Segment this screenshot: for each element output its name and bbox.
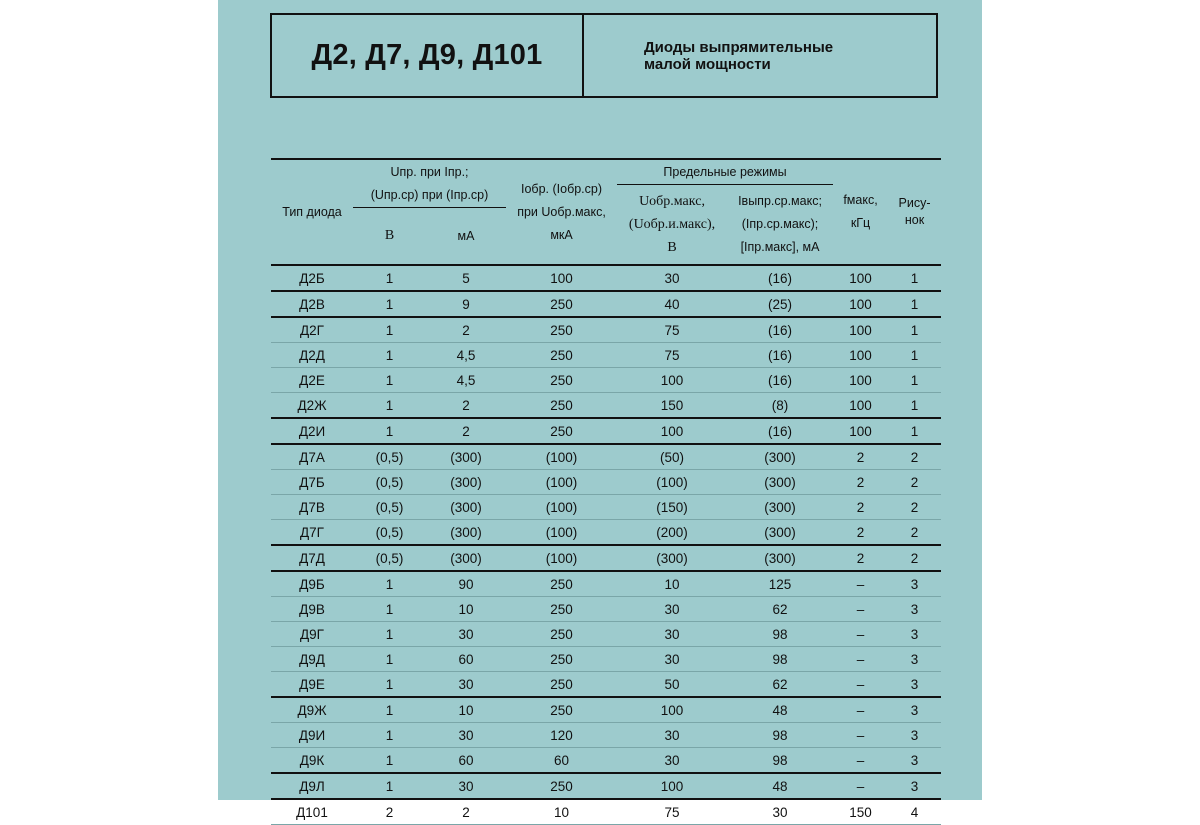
cell-diode-type: Д2В [271,291,353,317]
cell-forward-voltage: 1 [353,622,426,647]
cell-figure: 1 [888,393,941,419]
cell-forward-current-max: (300) [727,520,833,546]
cell-reverse-current: (100) [506,520,617,546]
specs-table [271,158,941,825]
cell-diode-type: Д9Ж [271,697,353,723]
cell-diode-type: Д2Б [271,265,353,291]
cell-figure: 1 [888,291,941,317]
specs-table-container [271,158,941,825]
cell-forward-current-max: (16) [727,317,833,343]
table-row [271,748,941,774]
cell-reverse-current: 250 [506,317,617,343]
cell-forward-current-max: 48 [727,773,833,799]
cell-figure: 2 [888,470,941,495]
table-body [271,265,941,825]
table-row [271,265,941,291]
table-row [271,773,941,799]
cell-fmax: – [833,622,888,647]
cell-reverse-current: (100) [506,545,617,571]
cell-figure: 3 [888,622,941,647]
cell-forward-voltage: (0,5) [353,545,426,571]
cell-forward-voltage: 1 [353,368,426,393]
table-row [271,418,941,444]
cell-forward-current-max: (8) [727,393,833,419]
table-row [271,723,941,748]
cell-forward-voltage: 1 [353,773,426,799]
cell-diode-type: Д7А [271,444,353,470]
header-diode-type: Тип диода [271,159,353,265]
cell-forward-current-max: (300) [727,545,833,571]
cell-reverse-current: 120 [506,723,617,748]
cell-forward-voltage: 1 [353,393,426,419]
cell-figure: 2 [888,495,941,520]
cell-forward-current: 60 [426,748,506,774]
cell-diode-type: Д9Г [271,622,353,647]
header-fmax: fмакс, кГц [833,159,888,265]
cell-fmax: 100 [833,317,888,343]
cell-forward-current-max: (16) [727,368,833,393]
cell-forward-voltage: 1 [353,418,426,444]
cell-forward-voltage: 1 [353,748,426,774]
cell-figure: 1 [888,343,941,368]
cell-forward-voltage: 1 [353,697,426,723]
cell-forward-current-max: 98 [727,748,833,774]
table-row [271,317,941,343]
cell-diode-type: Д2Д [271,343,353,368]
cell-figure: 3 [888,748,941,774]
cell-fmax: – [833,597,888,622]
cell-fmax: – [833,647,888,672]
cell-reverse-voltage-max: 30 [617,647,727,672]
cell-forward-current: 2 [426,418,506,444]
cell-diode-type: Д7Г [271,520,353,546]
cell-reverse-voltage-max: 30 [617,265,727,291]
table-header [271,159,941,265]
cell-figure: 1 [888,418,941,444]
cell-diode-type: Д9Е [271,672,353,698]
cell-figure: 2 [888,444,941,470]
cell-forward-current-max: (300) [727,495,833,520]
cell-diode-type: Д9Б [271,571,353,597]
cell-reverse-current: 250 [506,647,617,672]
cell-diode-type: Д7В [271,495,353,520]
cell-reverse-voltage-max: (150) [617,495,727,520]
table-row [271,571,941,597]
cell-forward-voltage: 1 [353,343,426,368]
cell-forward-voltage: 1 [353,597,426,622]
cell-forward-voltage: 1 [353,265,426,291]
cell-forward-current-max: 98 [727,622,833,647]
cell-figure: 3 [888,697,941,723]
cell-fmax: – [833,773,888,799]
cell-fmax: – [833,748,888,774]
cell-reverse-voltage-max: 75 [617,317,727,343]
table-row [271,393,941,419]
cell-forward-voltage: (0,5) [353,444,426,470]
cell-reverse-current: 250 [506,418,617,444]
description-line-2: малой мощности [644,55,771,73]
cell-figure: 1 [888,265,941,291]
cell-forward-voltage: 2 [353,799,426,825]
cell-reverse-current: 250 [506,393,617,419]
cell-figure: 3 [888,723,941,748]
cell-reverse-voltage-max: 50 [617,672,727,698]
table-row [271,545,941,571]
cell-forward-current-max: (25) [727,291,833,317]
cell-reverse-voltage-max: 30 [617,622,727,647]
header-unit-milliamps: мА [457,228,475,243]
cell-reverse-current: 60 [506,748,617,774]
header-forward-voltage-line2: (Uпр.ср) при (Iпр.ср) [353,184,506,207]
cell-reverse-current: 250 [506,571,617,597]
header-limits: Предельные режимы [663,164,787,179]
cell-fmax: – [833,697,888,723]
cell-forward-current: 2 [426,317,506,343]
cell-forward-voltage: 1 [353,317,426,343]
cell-forward-current: 30 [426,672,506,698]
cell-diode-type: Д9Л [271,773,353,799]
cell-fmax: 100 [833,291,888,317]
cell-reverse-voltage-max: (50) [617,444,727,470]
cell-forward-current-max: 98 [727,647,833,672]
table-row [271,597,941,622]
cell-diode-type: Д7Б [271,470,353,495]
cell-forward-voltage: (0,5) [353,495,426,520]
cell-forward-current-max: 62 [727,672,833,698]
cell-diode-type: Д9К [271,748,353,774]
cell-diode-type: Д7Д [271,545,353,571]
cell-forward-current: 30 [426,773,506,799]
cell-forward-current: 60 [426,647,506,672]
cell-diode-type: Д101 [271,799,353,825]
table-row [271,495,941,520]
cell-figure: 2 [888,520,941,546]
cell-reverse-voltage-max: 100 [617,697,727,723]
cell-fmax: 2 [833,520,888,546]
cell-forward-current: 30 [426,723,506,748]
cell-fmax: 2 [833,444,888,470]
cell-reverse-voltage-max: 75 [617,343,727,368]
cell-fmax: – [833,571,888,597]
cell-forward-current: 2 [426,393,506,419]
cell-diode-type: Д2Е [271,368,353,393]
cell-reverse-voltage-max: 40 [617,291,727,317]
header-reverse-current: Iобр. (Iобр.ср) при Uобр.макс, мкА [506,159,617,265]
header-forward-current-max: Iвыпр.ср.макс; (Iпр.ср.макс); [Iпр.макс], мА [727,184,833,265]
cell-reverse-current: 250 [506,597,617,622]
cell-reverse-voltage-max: (100) [617,470,727,495]
header-unit-volts: В [384,227,395,243]
cell-figure: 1 [888,317,941,343]
datasheet-page [218,0,982,820]
cell-figure: 3 [888,672,941,698]
cell-reverse-current: 250 [506,672,617,698]
cell-diode-type: Д2Ж [271,393,353,419]
header-reverse-voltage-max: Uобр.макс, (Uобр.и.макс), В [617,184,727,265]
cell-reverse-current: (100) [506,495,617,520]
cell-reverse-current: (100) [506,470,617,495]
cell-reverse-current: 250 [506,773,617,799]
cell-forward-voltage: 1 [353,723,426,748]
cell-fmax: 150 [833,799,888,825]
cell-fmax: 2 [833,470,888,495]
cell-fmax: 2 [833,545,888,571]
table-row [271,647,941,672]
cell-forward-current: 4,5 [426,343,506,368]
cell-forward-current: (300) [426,470,506,495]
cell-forward-current: (300) [426,444,506,470]
cell-reverse-current: 100 [506,265,617,291]
cell-diode-type: Д9Д [271,647,353,672]
header-forward-voltage-line1: Uпр. при Iпр.; [390,165,469,179]
cell-forward-current-max: (300) [727,444,833,470]
table-row [271,368,941,393]
cell-forward-current: 5 [426,265,506,291]
cell-diode-type: Д2Г [271,317,353,343]
cell-forward-current: 90 [426,571,506,597]
cell-reverse-current: 250 [506,343,617,368]
cell-fmax: – [833,672,888,698]
cell-forward-current: (300) [426,520,506,546]
cell-reverse-voltage-max: 30 [617,723,727,748]
cell-fmax: 100 [833,265,888,291]
table-row [271,343,941,368]
cell-forward-current: 30 [426,622,506,647]
cell-forward-voltage: 1 [353,571,426,597]
cell-forward-current: 10 [426,597,506,622]
cell-forward-current-max: (300) [727,470,833,495]
cell-figure: 3 [888,647,941,672]
cell-forward-voltage: (0,5) [353,470,426,495]
cell-figure: 1 [888,368,941,393]
cell-forward-current-max: (16) [727,343,833,368]
table-row [271,672,941,698]
cell-figure: 3 [888,597,941,622]
diode-models-title: Д2, Д7, Д9, Д101 [272,15,584,96]
cell-figure: 3 [888,773,941,799]
cell-forward-current-max: 48 [727,697,833,723]
cell-forward-voltage: 1 [353,647,426,672]
table-row [271,520,941,546]
cell-reverse-voltage-max: 100 [617,368,727,393]
cell-reverse-current: 250 [506,291,617,317]
cell-fmax: 100 [833,393,888,419]
cell-forward-current-max: 30 [727,799,833,825]
cell-diode-type: Д9И [271,723,353,748]
cell-forward-voltage: 1 [353,672,426,698]
cell-reverse-current: (100) [506,444,617,470]
cell-forward-current: 10 [426,697,506,723]
table-row [271,799,941,825]
cell-forward-voltage: (0,5) [353,520,426,546]
cell-reverse-current: 250 [506,697,617,723]
cell-reverse-voltage-max: 75 [617,799,727,825]
table-row [271,622,941,647]
cell-reverse-voltage-max: 150 [617,393,727,419]
cell-figure: 4 [888,799,941,825]
cell-forward-current-max: 62 [727,597,833,622]
cell-forward-current: 4,5 [426,368,506,393]
cell-fmax: – [833,723,888,748]
cell-fmax: 100 [833,368,888,393]
table-row [271,697,941,723]
table-row [271,470,941,495]
cell-fmax: 100 [833,418,888,444]
cell-figure: 2 [888,545,941,571]
cell-reverse-voltage-max: 30 [617,748,727,774]
cell-reverse-voltage-max: (200) [617,520,727,546]
cell-forward-current-max: (16) [727,418,833,444]
cell-forward-current: 2 [426,799,506,825]
cell-forward-current: 9 [426,291,506,317]
cell-forward-current-max: (16) [727,265,833,291]
cell-diode-type: Д2И [271,418,353,444]
cell-figure: 3 [888,571,941,597]
cell-forward-current-max: 125 [727,571,833,597]
cell-reverse-current: 250 [506,368,617,393]
description-line-1: Диоды выпрямительные [644,38,834,56]
title-box [270,13,938,98]
cell-reverse-current: 250 [506,622,617,647]
cell-fmax: 100 [833,343,888,368]
cell-diode-type: Д9В [271,597,353,622]
cell-reverse-voltage-max: 30 [617,597,727,622]
cell-forward-current: (300) [426,545,506,571]
cell-reverse-voltage-max: 10 [617,571,727,597]
cell-fmax: 2 [833,495,888,520]
cell-forward-voltage: 1 [353,291,426,317]
cell-forward-current: (300) [426,495,506,520]
header-figure: Рису- нок [888,159,941,265]
table-row [271,291,941,317]
diode-description [584,15,936,96]
cell-reverse-voltage-max: 100 [617,773,727,799]
cell-reverse-voltage-max: (300) [617,545,727,571]
cell-forward-current-max: 98 [727,723,833,748]
cell-reverse-voltage-max: 100 [617,418,727,444]
cell-reverse-current: 10 [506,799,617,825]
table-row [271,444,941,470]
